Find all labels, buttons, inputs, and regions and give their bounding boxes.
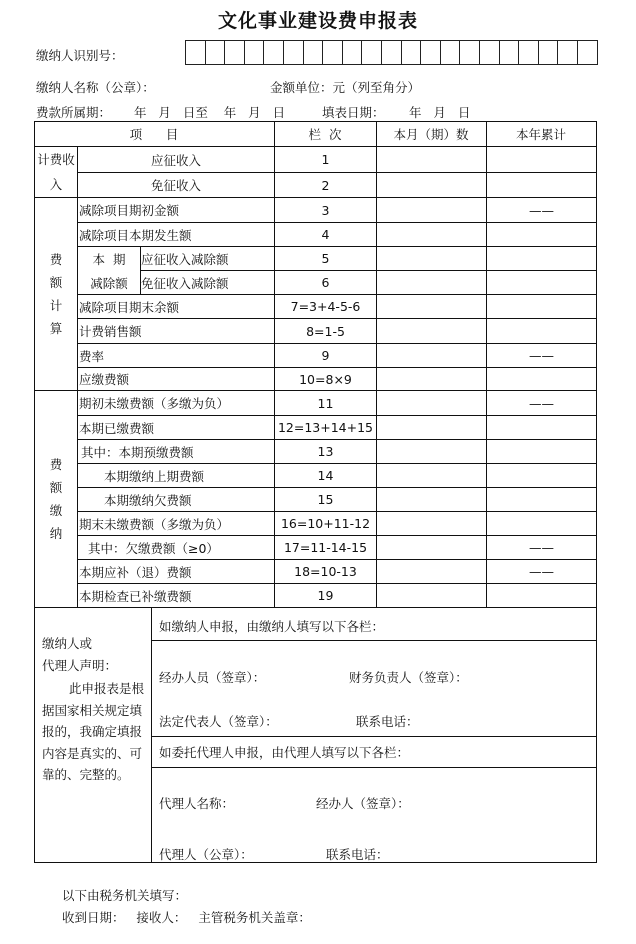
row-this-month-cell[interactable] [377, 416, 486, 439]
row-line-number: 15 [317, 492, 334, 507]
taxpayer-id-box[interactable] [381, 40, 402, 65]
row-item-label: 期末未缴费额（多缴为负） [79, 516, 230, 532]
row-this-month-cell[interactable] [377, 560, 486, 583]
row-this-month-cell[interactable] [377, 368, 486, 390]
row-this-month-cell[interactable] [377, 464, 486, 487]
row-year-total-cell[interactable] [487, 368, 596, 390]
taxpayer-id-box[interactable] [224, 40, 245, 65]
row-item-label: 应征收入减除额 [141, 251, 229, 267]
row-line-number: 2 [321, 177, 330, 193]
taxpayer-id-box[interactable] [440, 40, 461, 65]
row-year-total-cell: —— [529, 564, 554, 579]
taxpayer-id-label: 缴纳人识别号： [36, 48, 124, 63]
row-item-label: 其中：欠缴费额（≥0） [88, 540, 219, 556]
row-item-label: 减除项目期初金额 [79, 203, 180, 218]
row-item-label: 减除项目本期发生额 [79, 227, 192, 243]
row-year-total-cell[interactable] [487, 488, 596, 511]
row-item-label: 减除项目期末余额 [79, 299, 180, 315]
row-line-number: 11 [317, 395, 334, 411]
row-this-month-cell[interactable] [377, 440, 486, 463]
handler-label: 经办人员（签章）： [159, 670, 266, 685]
col-header-item: 项 目 [129, 126, 179, 142]
row-year-total-cell[interactable] [487, 512, 596, 535]
row-item-label: 本期缴纳上期费额 [104, 468, 205, 484]
row-this-month-cell[interactable] [377, 271, 486, 294]
receipt-line: 收到日期： 接收人： 主管税务机关盖章： [62, 910, 311, 925]
row-this-month-cell[interactable] [377, 295, 486, 318]
row-line-number: 8=1-5 [306, 323, 345, 339]
row-line-number: 14 [317, 468, 334, 483]
col-header-year-total: 本年累计 [515, 126, 566, 142]
row-year-total-cell[interactable] [487, 247, 596, 270]
row-line-number: 10=8×9 [299, 371, 352, 387]
row-year-total-cell[interactable] [487, 584, 596, 607]
self-declare-note: 如缴纳人申报，由缴纳人填写以下各栏： [159, 619, 385, 634]
period-value: 年 月 日至 年 月 日 [134, 105, 286, 120]
row-year-total-cell[interactable] [487, 295, 596, 318]
row-line-number: 3 [321, 202, 330, 218]
row-year-total-cell[interactable] [487, 223, 596, 246]
row-this-month-cell[interactable] [377, 536, 486, 559]
taxpayer-id-box[interactable] [557, 40, 578, 65]
row-year-total-cell[interactable] [487, 271, 596, 294]
row-line-number: 1 [321, 152, 330, 167]
row-year-total-cell: —— [529, 540, 554, 555]
row-this-month-cell[interactable] [377, 147, 486, 172]
agent-name-label: 代理人名称： [159, 796, 235, 811]
declaration-title-2: 代理人声明： [42, 658, 118, 673]
taxpayer-id-box[interactable] [342, 40, 363, 65]
row-line-number: 19 [317, 588, 334, 603]
row-line-number: 12=13+14+15 [277, 420, 374, 435]
row-this-month-cell[interactable] [377, 512, 486, 535]
form-title: 文化事业建设费申报表 [217, 10, 418, 32]
taxpayer-id-box[interactable] [322, 40, 343, 65]
row-line-number: 7=3+4-5-6 [290, 299, 361, 314]
row-item-label: 计费销售额 [79, 324, 142, 339]
row-year-total-cell[interactable] [487, 440, 596, 463]
agent-declare-note: 如委托代理人申报，由代理人填写以下各栏： [159, 745, 410, 760]
row-year-total-cell[interactable] [487, 416, 596, 439]
taxpayer-id-box[interactable] [361, 40, 382, 65]
tax-office-note: 以下由税务机关填写： [62, 888, 188, 903]
row-item-label: 本期检查已补缴费额 [79, 588, 192, 604]
row-item-label: 免征收入 [150, 178, 201, 193]
taxpayer-id-box[interactable] [538, 40, 559, 65]
taxpayer-name-label: 缴纳人名称（公章）： [36, 80, 155, 95]
row-item-label: 费率 [79, 348, 105, 364]
agent-handler-label: 经办人（签章）： [316, 796, 410, 811]
taxpayer-id-box[interactable] [518, 40, 539, 65]
taxpayer-id-box[interactable] [459, 40, 480, 65]
row-this-month-cell[interactable] [377, 391, 486, 415]
fill-date-value: 年 月 日 [409, 105, 471, 120]
row-line-number: 4 [321, 227, 330, 242]
row-this-month-cell[interactable] [377, 319, 486, 343]
amount-unit-label: 金额单位：元（列至角分） [270, 80, 421, 95]
sub-label-line2: 减除额 [90, 275, 128, 291]
row-year-total-cell[interactable] [487, 173, 596, 197]
row-line-number: 5 [321, 251, 330, 266]
row-line-number: 9 [321, 348, 330, 363]
row-this-month-cell[interactable] [377, 173, 486, 197]
taxpayer-id-box[interactable] [499, 40, 520, 65]
row-line-number: 6 [321, 275, 330, 290]
row-year-total-cell: —— [529, 348, 554, 363]
row-this-month-cell[interactable] [377, 223, 486, 246]
agent-seal-label: 代理人（公章）： [159, 847, 253, 862]
row-item-label: 期初未缴费额（多缴为负） [79, 396, 230, 411]
group-label-income: 计费收入 [37, 152, 75, 192]
taxpayer-id-box[interactable] [401, 40, 422, 65]
row-this-month-cell[interactable] [377, 344, 486, 367]
legal-rep-label: 法定代表人（签章）： [159, 714, 278, 729]
row-this-month-cell[interactable] [377, 247, 486, 270]
finance-label: 财务负责人（签章）： [349, 670, 468, 685]
row-item-label: 应征收入 [150, 152, 201, 168]
group-label-calc: 费 额 计 算 [49, 252, 63, 336]
row-item-label: 其中：本期预缴费额 [81, 444, 194, 460]
col-header-line: 栏 次 [308, 126, 342, 142]
fill-date-label: 填表日期： [322, 105, 385, 120]
declaration-title-1: 缴纳人或 [42, 636, 93, 651]
taxpayer-id-box[interactable] [244, 40, 265, 65]
row-this-month-cell[interactable] [377, 488, 486, 511]
phone-label: 联系电话： [356, 714, 419, 729]
taxpayer-id-box[interactable] [479, 40, 500, 65]
row-year-total-cell[interactable] [487, 464, 596, 487]
taxpayer-id-box[interactable] [577, 40, 598, 65]
row-line-number: 18=10-13 [294, 564, 357, 579]
row-item-label: 免征收入减除额 [141, 275, 229, 291]
taxpayer-id-box[interactable] [420, 40, 441, 65]
taxpayer-id-box[interactable] [205, 40, 226, 65]
taxpayer-id-box[interactable] [263, 40, 284, 65]
row-this-month-cell[interactable] [377, 198, 486, 222]
agent-phone-label: 联系电话： [326, 847, 389, 862]
row-line-number: 17=11-14-15 [283, 540, 368, 555]
taxpayer-id-box[interactable] [185, 40, 206, 65]
row-year-total-cell: —— [529, 395, 554, 411]
group-label-pay: 费 额 缴 纳 [49, 457, 63, 541]
declaration-body: 此申报表是根据国家相关规定填报的，我确定填报内容是真实的、可靠的、完整的。 [42, 681, 145, 782]
taxpayer-id-box[interactable] [283, 40, 304, 65]
row-item-label: 本期应补（退）费额 [79, 564, 192, 580]
row-item-label: 本期缴纳欠费额 [104, 492, 192, 508]
col-header-this-month: 本月（期）数 [393, 126, 469, 142]
row-year-total-cell[interactable] [487, 319, 596, 343]
row-line-number: 16=10+11-12 [280, 516, 371, 531]
row-line-number: 13 [317, 444, 334, 459]
row-year-total-cell[interactable] [487, 147, 596, 172]
taxpayer-id-box[interactable] [303, 40, 324, 65]
row-this-month-cell[interactable] [377, 584, 486, 607]
row-year-total-cell: —— [529, 202, 554, 218]
period-label: 费款所属期： [36, 105, 112, 120]
row-item-label: 本期已缴费额 [79, 420, 155, 436]
row-item-label: 应缴费额 [79, 372, 130, 387]
sub-label-line1: 本 期 [92, 251, 126, 267]
